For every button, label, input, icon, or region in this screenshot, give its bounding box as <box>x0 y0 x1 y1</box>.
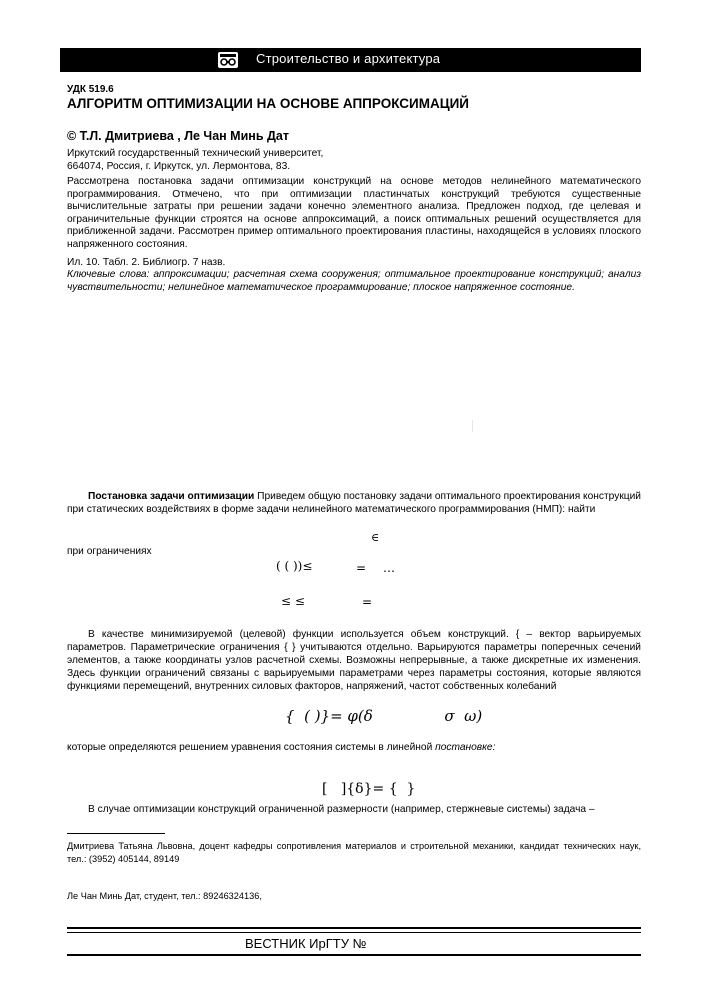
paragraph-state-equation <box>67 742 495 753</box>
section-text: Приведем общую постановку задачи оптимального проектирования конструкций при статических воздействиях в форме задачи нелинейного математического программирования (НМП): найти <box>67 491 641 515</box>
formula-bounds-eq: = <box>362 595 373 609</box>
formula-bounds: ≤ ≤ <box>281 594 305 608</box>
journal-header-bar <box>60 48 641 72</box>
footer-rule-thin <box>67 932 641 933</box>
formula-state-parameters: { ( )}= φ(δ σ ω) <box>285 707 483 725</box>
keywords: Ключевые слова: аппроксимации; расчетная схема сооружения; оптимальное проектирование конструкций; анализ чувствительности; нелинейное математическое программирование; плоское напряженное состояние. <box>67 269 641 293</box>
udc-code: УДК 519.6 <box>67 84 114 95</box>
footnote-divider <box>67 833 165 834</box>
journal-footer-title: ВЕСТНИК ИрГТУ № <box>245 936 367 951</box>
footnote-author-1: Дмитриева Татьяна Львовна, доцент кафедры сопротивления материалов и строительной механики, кандидат технических наук, тел.: (3952) 405144, 89149 <box>67 841 641 864</box>
paragraph-limited-dimension: В случае оптимизации конструкций ограниченной размерности (например, стержневые системы) задача – <box>88 804 595 815</box>
paragraph-objective: В качестве минимизируемой (целевой) функции используется объем конструкций. { – вектор варьируемых параметров. Параметрические ограничения { } учитываются отдельно. Варьируются параметры поперечных сечений элементов, а также координаты узлов расчетной схемы. Возможны непрерывные, а также дискретные их изменения. Здесь функции ограничений связаны с варьируемыми параметрами через параметры состояния, которые являются функциями перемещений, внутренних силовых факторов, напряжений, частот собственных колебаний <box>67 629 641 692</box>
affiliation-line: Иркутский государственный технический университет, <box>67 148 324 159</box>
formula-objective: ∈ <box>371 531 380 544</box>
affiliation-line: 664074, Россия, г. Иркутск, ул. Лермонтова, 83. <box>67 160 291 172</box>
formula-constraint-left: ( ( ))≤ <box>276 559 313 573</box>
section-problem-statement <box>67 490 641 516</box>
abstract: Рассмотрена постановка задачи оптимизации конструкций на основе методов нелинейного математического программирования. Отмечено, что при оптимизации пластинчатых конструкций требуются существенные вычислительные затраты при решении задачи конечно элементного анализа. Предложен подход, где целевая и ограничительные функции строятся на основе аппроксимаций, а поиск оптимальных решений осуществляется для приближенной задачи. Рассмотрен пример оптимального проектирования пластины, находящейся в условиях плоского напряженного состояния. <box>67 176 641 250</box>
journal-section-title: Строительство и архитектура <box>256 51 441 66</box>
journal-emblem-icon <box>218 52 238 68</box>
formula-state-equation: [ ]{δ}= { } <box>322 781 416 797</box>
footer-rule-top <box>67 927 641 929</box>
formula-constraint-eq: = <box>356 561 367 575</box>
stray-mark <box>472 420 473 432</box>
paragraph-italic: постановке: <box>435 742 496 753</box>
affiliation <box>67 148 323 173</box>
article-authors: © Т.Л. Дмитриева , Ле Чан Минь Дат <box>67 129 289 143</box>
formula-constraint-dots: … <box>383 561 395 575</box>
footnote-author-2: Ле Чан Минь Дат, студент, тел.: 89246324136, <box>67 891 262 901</box>
section-heading: Постановка задачи оптимизации <box>88 491 255 502</box>
constraints-label: при ограничениях <box>67 546 152 557</box>
article-title: АЛГОРИТМ ОПТИМИЗАЦИИ НА ОСНОВЕ АППРОКСИМАЦИЙ <box>67 96 469 111</box>
illustrations-count: Ил. 10. Табл. 2. Библиогр. 7 назв. <box>67 257 226 268</box>
paragraph-text: которые определяются решением уравнения состояния системы в линейной <box>67 742 433 753</box>
footer-rule-bottom <box>67 954 641 956</box>
